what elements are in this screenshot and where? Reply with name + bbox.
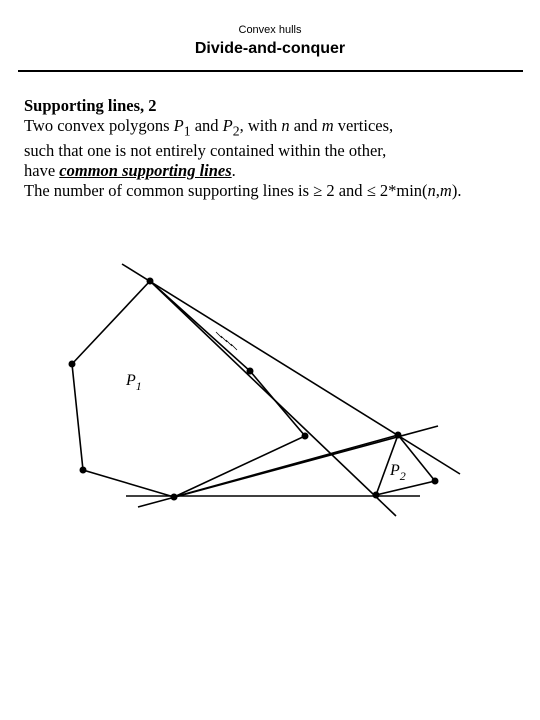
label-p2: $P_2$: [390, 462, 406, 483]
body-heading: Supporting lines, 2: [24, 96, 157, 115]
vertex-p1-left: [69, 361, 76, 368]
vertex-p2-right: [432, 478, 439, 485]
supporting-line-inner-diagonal: [150, 281, 396, 516]
vertex-p1-bottom: [171, 494, 178, 501]
label-p1: $P_1$: [126, 372, 142, 393]
vertex-p1-mid: [247, 368, 254, 375]
vertex-p1-right: [302, 433, 309, 440]
slide-title: Divide-and-conquer: [194, 40, 346, 57]
section-header: Convex hulls: [238, 24, 302, 36]
polygon-p2: [376, 435, 435, 495]
vertex-p2-bottom: [373, 492, 380, 499]
body-line-2: such that one is not entirely contained within the other,: [24, 141, 387, 161]
body-line-1: Two convex polygons $P_1$ and $P_2$, with n and m vertices,: [24, 116, 394, 139]
polygon-p1: [72, 281, 305, 497]
vertex-p2-top: [395, 432, 402, 439]
body-line-3: have common supporting lines.: [24, 161, 236, 181]
vertex-p1-bottom-left: [80, 467, 87, 474]
body-line-4: The number of common supporting lines is ≥ 2 and ≤ 2*min(n,m).: [24, 181, 462, 201]
vertex-p1-top: [147, 278, 154, 285]
